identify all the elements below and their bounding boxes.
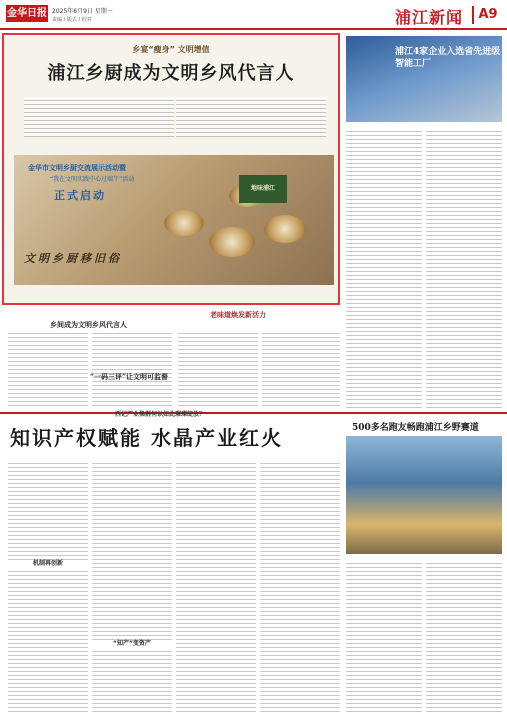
banner-main: 正式启动 (54, 189, 106, 202)
page-number: A9 (472, 6, 502, 24)
feature-lead-left (24, 97, 174, 137)
dateline: 2025年6月9日 星期一 (52, 8, 113, 15)
dish-icon (209, 227, 255, 257)
feature-lead-right (176, 97, 326, 137)
race-column-2 (426, 560, 502, 715)
middle-kicker: 西记产业集群何以如此璀璨绽放？ (115, 411, 206, 418)
image-slogan: 文明乡厨移旧俗 (24, 252, 122, 265)
masthead (0, 0, 507, 30)
column-1 (8, 330, 88, 408)
mid-column-2 (92, 460, 172, 715)
feature-headline[interactable]: 浦江乡厨成为文明乡风代言人 (47, 63, 295, 84)
banner-line-1: 金华市文明乡厨交流展示活动暨 (28, 164, 126, 172)
right-column-2 (426, 128, 502, 410)
subhead-1: 乡间成为文明乡风代言人 (50, 320, 127, 329)
side-headline[interactable]: 浦江4家企业入选省先进级智能工厂 (395, 47, 501, 69)
feature-article[interactable] (2, 33, 340, 305)
dish-icon (164, 210, 204, 236)
banner-line-2: “我在文明实践中心过端午”活动 (50, 176, 135, 183)
column-2 (92, 330, 172, 408)
column-3 (178, 330, 258, 408)
race-headline[interactable]: 500多名跑友畅跑浦江乡野赛道 (352, 423, 479, 433)
menu-sign: 地味浦江 (239, 175, 287, 203)
photo-caption-headline: 老味道焕发新活力 (210, 310, 266, 319)
column-4 (262, 330, 340, 408)
subhead-2: “一码三评”让文明可监督 (90, 372, 169, 381)
right-column-1 (346, 128, 422, 410)
mid-column-3 (176, 460, 256, 715)
middle-headline[interactable]: 知识产权赋能 水晶产业红火 (10, 426, 283, 450)
section-title: 浦江新闻 (395, 8, 464, 27)
race-photo (346, 436, 502, 554)
mid-column-1 (8, 460, 88, 715)
subhead-a: 机制再创新 (8, 560, 88, 568)
subhead-b: “知产”变资产 (92, 640, 172, 648)
mid-column-4 (260, 460, 340, 715)
newspaper-logo: 金华日报 (6, 5, 48, 22)
race-column-1 (346, 560, 422, 715)
editor-line: 责编 / 版式 / 校对 (52, 17, 92, 23)
dish-icon (264, 215, 306, 243)
section-divider (0, 412, 507, 414)
feature-kicker: 乡宴“瘦身” 文明增值 (132, 45, 210, 54)
